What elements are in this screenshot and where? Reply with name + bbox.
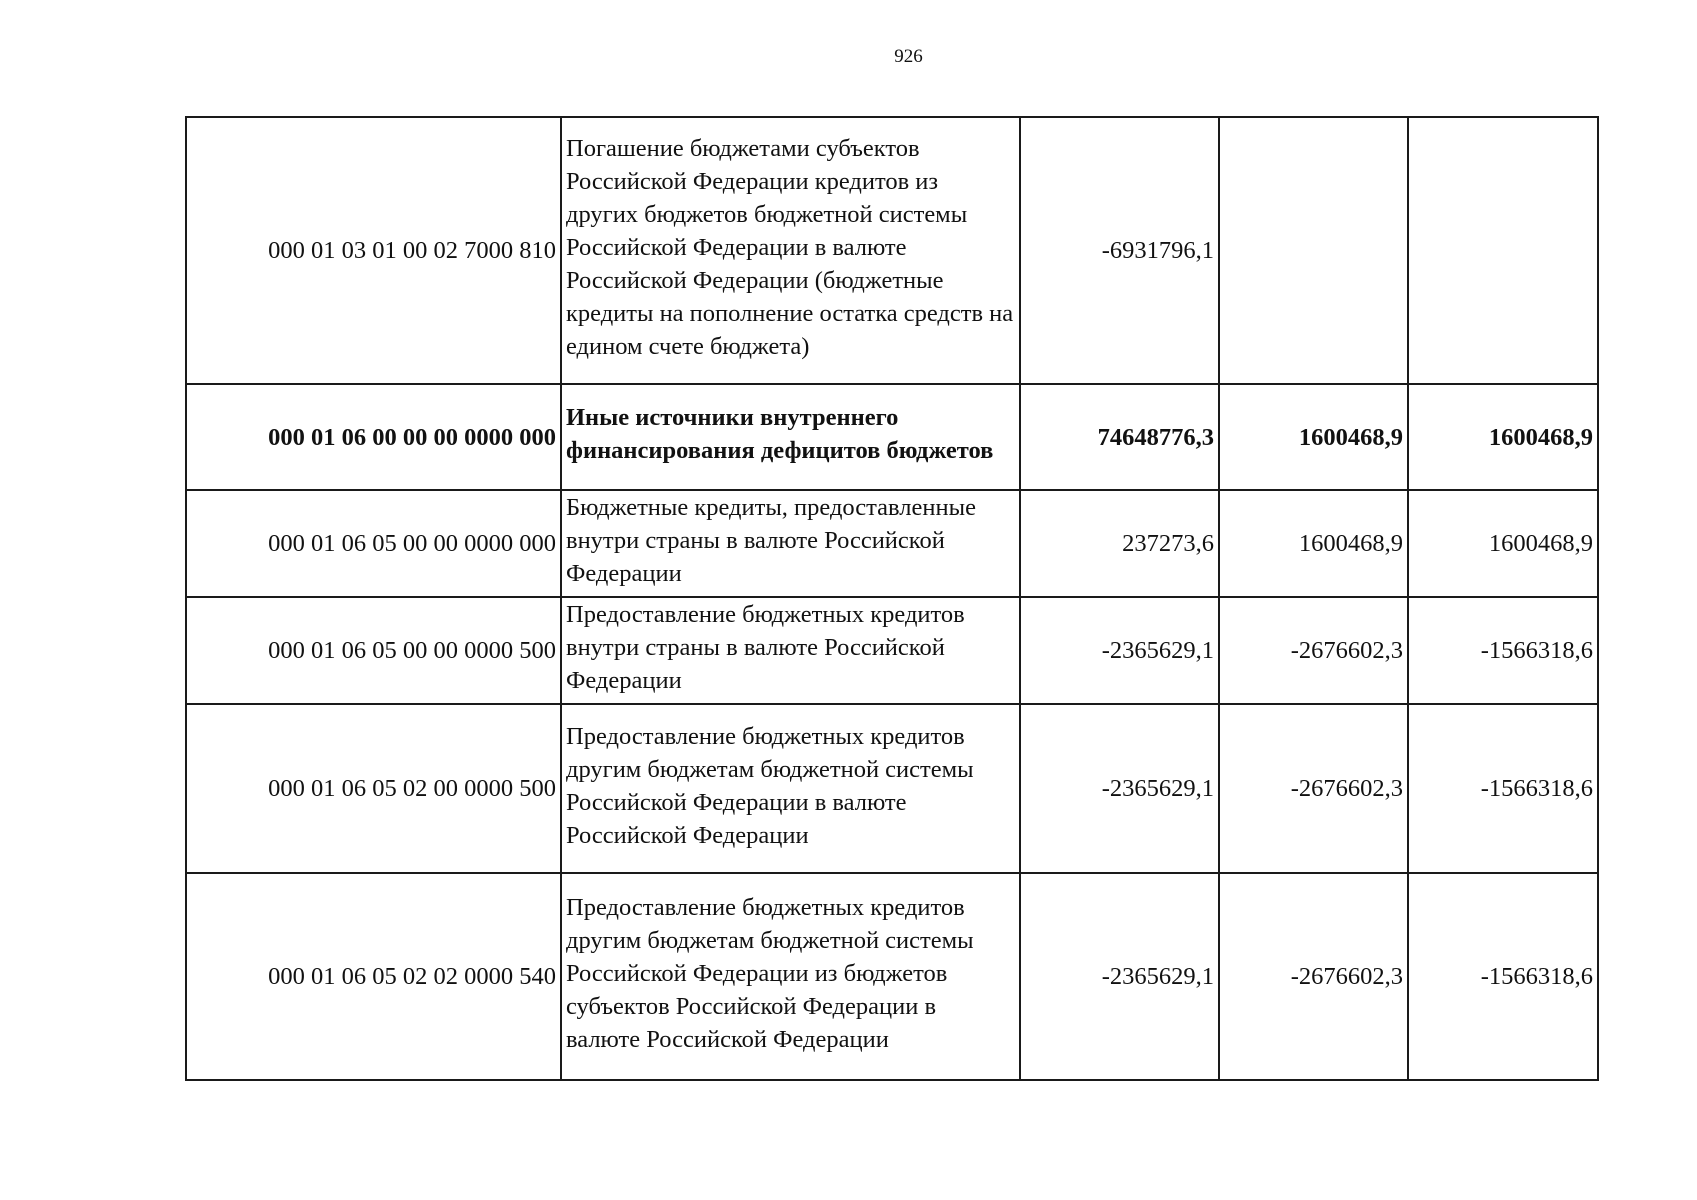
table-row — [186, 490, 1598, 597]
row-description — [561, 704, 1020, 873]
row-description-text: Иные источники внутреннего финансирования дефицитов бюджетов — [566, 404, 994, 464]
amount-col-3: -1566318,6 — [1408, 873, 1598, 1080]
amount-col-2: -2676602,3 — [1219, 873, 1408, 1080]
budget-code: 000 01 06 05 00 00 0000 000 — [186, 490, 561, 597]
amount-col-3: -1566318,6 — [1408, 704, 1598, 873]
amount-col-1: -2365629,1 — [1020, 873, 1219, 1080]
table-row — [186, 117, 1598, 384]
amount-col-1: 74648776,3 — [1020, 384, 1219, 490]
row-description-text: Бюджетные кредиты, предоставленные внутри страны в валюте Российской Федерации — [566, 494, 976, 587]
row-description — [561, 873, 1020, 1080]
budget-code: 000 01 06 00 00 00 0000 000 — [186, 384, 561, 490]
amount-col-3: 1600468,9 — [1408, 490, 1598, 597]
row-description — [561, 490, 1020, 597]
row-description — [561, 384, 1020, 490]
row-description-text: Предоставление бюджетных кредитов другим бюджетам бюджетной системы Российской Федерации в валюте Российской Федерации — [566, 722, 974, 849]
budget-sources-table — [185, 116, 1599, 1081]
table-row-total — [186, 384, 1598, 490]
table-row — [186, 704, 1598, 873]
amount-col-3: -1566318,6 — [1408, 597, 1598, 704]
amount-col-2: 1600468,9 — [1219, 384, 1408, 490]
amount-col-2 — [1219, 117, 1408, 384]
table-row — [186, 597, 1598, 704]
amount-col-1: -2365629,1 — [1020, 704, 1219, 873]
budget-code: 000 01 06 05 02 00 0000 500 — [186, 704, 561, 873]
amount-col-3: 1600468,9 — [1408, 384, 1598, 490]
amount-col-1: -6931796,1 — [1020, 117, 1219, 384]
amount-col-2: -2676602,3 — [1219, 704, 1408, 873]
amount-col-1: -2365629,1 — [1020, 597, 1219, 704]
amount-col-2: 1600468,9 — [1219, 490, 1408, 597]
budget-code: 000 01 03 01 00 02 7000 810 — [186, 117, 561, 384]
amount-col-1: 237273,6 — [1020, 490, 1219, 597]
row-description — [561, 597, 1020, 704]
row-description-text: Предоставление бюджетных кредитов другим бюджетам бюджетной системы Российской Федерации из бюджетов субъектов Российской Федерации в валюте Российской Федерации — [566, 894, 974, 1053]
table-row — [186, 873, 1598, 1080]
row-description — [561, 117, 1020, 384]
budget-code: 000 01 06 05 02 02 0000 540 — [186, 873, 561, 1080]
row-description-text: Погашение бюджетами субъектов Российской Федерации кредитов из других бюджетов бюджетной системы Российской Федерации в валюте Российской Федерации (бюджетные кредиты на пополнение остатка средств на едином счете бюджета) — [566, 135, 1014, 360]
amount-col-3 — [1408, 117, 1598, 384]
budget-code: 000 01 06 05 00 00 0000 500 — [186, 597, 561, 704]
page-number: 926 — [894, 46, 923, 67]
row-description-text: Предоставление бюджетных кредитов внутри страны в валюте Российской Федерации — [566, 601, 965, 694]
amount-col-2: -2676602,3 — [1219, 597, 1408, 704]
